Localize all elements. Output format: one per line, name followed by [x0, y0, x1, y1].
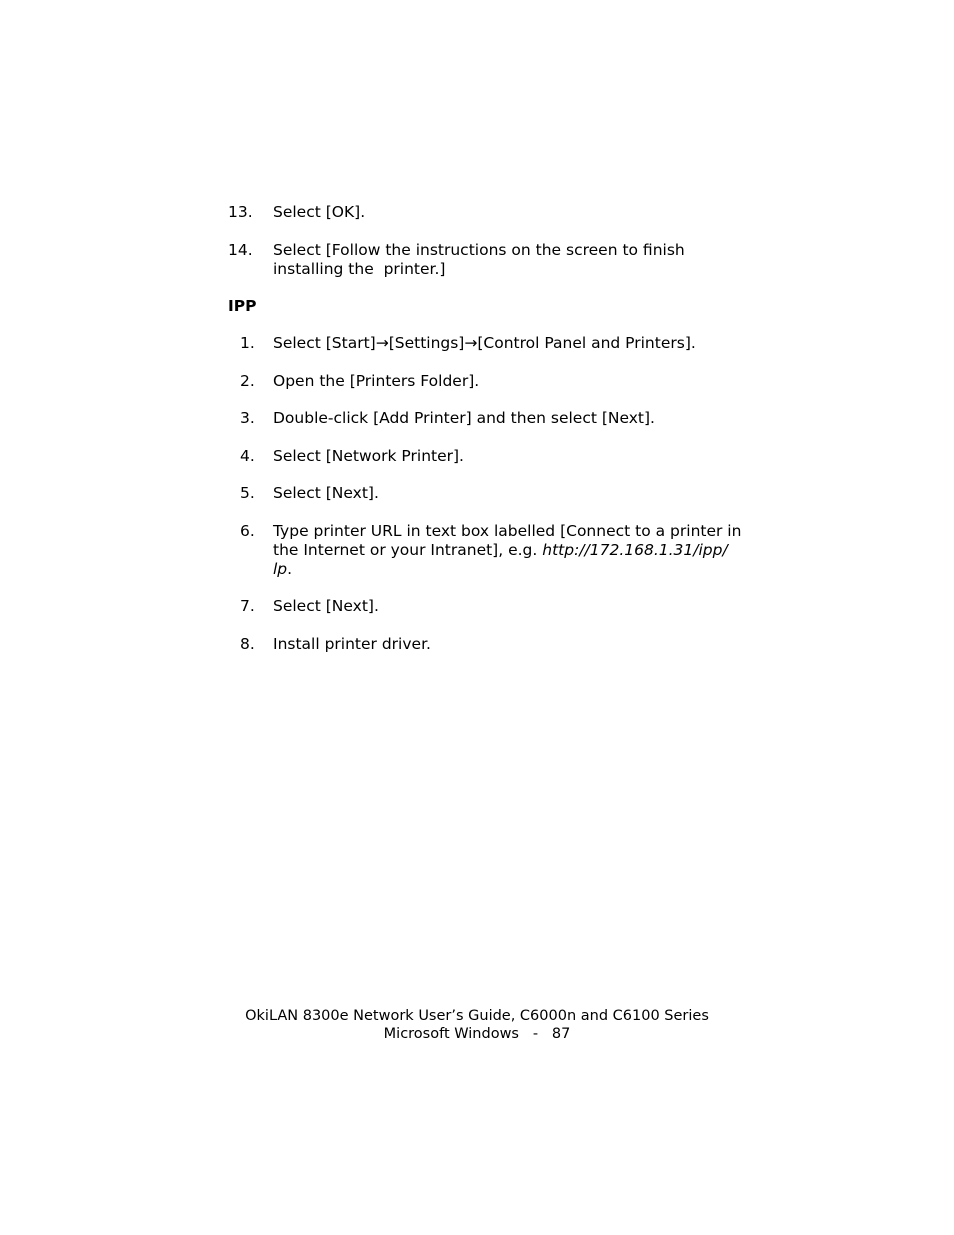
step-number: 3. [240, 409, 255, 427]
step-text-fragment: the Internet or your Intranet], e.g. [273, 540, 543, 559]
step-text-line [273, 560, 758, 579]
ipp-step-7 [228, 597, 758, 616]
step-number: 14. [228, 240, 253, 259]
step-number: 8. [240, 634, 255, 653]
page-footer [0, 1008, 954, 1043]
footer-guide-title: OkiLAN 8300e Network User’s Guide, C6000n and C6100 Series [245, 1008, 709, 1024]
step-text-line: installing the printer.] [273, 259, 446, 278]
footer-page-info [0, 1026, 954, 1044]
section-heading-ipp: IPP [228, 297, 257, 315]
ipp-step-3 [228, 409, 758, 428]
step-text-line [273, 541, 758, 560]
ipp-step-2 [228, 372, 758, 391]
example-url: http://172.168.1.31/ipp/ [542, 540, 728, 559]
ipp-step-5 [228, 484, 758, 503]
step-13 [228, 203, 758, 222]
step-text-line: Type printer URL in text box labelled [Connect to a printer in [273, 521, 742, 540]
footer-separator: - [532, 1025, 539, 1042]
step-text-line: Select [Follow the instructions on the screen to finish [273, 240, 685, 259]
example-url-continued: lp [273, 559, 288, 578]
ipp-step-1 [228, 334, 758, 353]
page-content [228, 203, 758, 672]
ipp-step-6 [228, 522, 758, 579]
step-number: 1. [240, 334, 255, 352]
step-text: Install printer driver. [273, 634, 431, 653]
step-text [273, 241, 758, 279]
step-text: Double-click [Add Printer] and then select [Next]. [273, 409, 655, 427]
step-text: Select [Next]. [273, 484, 379, 502]
step-text [273, 522, 758, 579]
page-number: 87 [551, 1025, 571, 1042]
step-text: Select [OK]. [273, 203, 366, 221]
step-number: 4. [240, 446, 255, 465]
step-text: Select [Network Printer]. [273, 446, 464, 465]
step-number: 6. [240, 521, 255, 540]
step-14 [228, 241, 758, 279]
ipp-step-4 [228, 447, 758, 466]
step-text-fragment: . [287, 559, 293, 578]
step-number: 5. [240, 484, 255, 502]
step-text: Select [Start]→[Settings]→[Control Panel and Printers]. [273, 334, 696, 352]
step-number: 2. [240, 371, 255, 390]
step-text: Open the [Printers Folder]. [273, 371, 480, 390]
step-number: 13. [228, 203, 253, 221]
step-number: 7. [240, 597, 255, 615]
footer-section-name: Microsoft Windows [383, 1025, 519, 1042]
ipp-step-8 [228, 635, 758, 654]
step-text: Select [Next]. [273, 597, 379, 615]
